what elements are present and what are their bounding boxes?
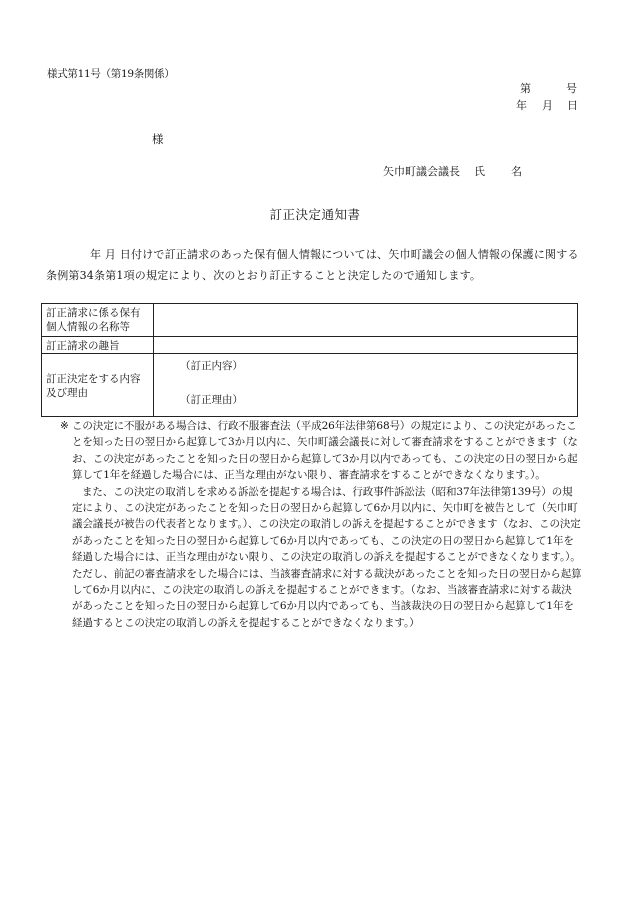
addressee-suffix: 様 [152, 132, 164, 146]
table-row [42, 304, 578, 337]
date-year: 年 [516, 99, 527, 112]
row-label-personal-info-name: 訂正請求に係る保有個人情報の名称等 [42, 304, 154, 337]
row-value-decision-content [154, 354, 578, 417]
sender-title: 矢巾町議会議長 [383, 165, 460, 178]
note-mark: ※ [60, 420, 69, 432]
correction-content-label: （訂正内容） [180, 360, 243, 372]
date-month: 月 [542, 99, 553, 112]
note-proviso: ただし、前記の審査請求をした場合には、当該審査請求に対する裁決があったことを知った日の翌日から起算して6か月以内に、この決定の取消しの訴えを提起することができます。（なお、当該審査請求に対する裁決があったことを知った日の翌日から起算して6か月以内であっても、当該裁決の日の翌日から起算して1年を経過するとこの決定の取消しの訴えを提起することができなくなります。） [72, 567, 582, 629]
date-day: 日 [567, 99, 578, 112]
correction-reason-label: （訂正理由） [180, 394, 243, 406]
body-text: 年 月 日付けで訂正請求のあった保有個人情報については、矢巾町議会の個人情報の保護に関する条例第34条第1項の規定により、次のとおり訂正することと決定したので通知します。 [46, 248, 579, 282]
row-label-decision-content: 訂正決定をする内容及び理由 [42, 354, 154, 417]
number-label: 第 [520, 82, 531, 95]
number-suffix: 号 [566, 82, 577, 95]
form-number: 様式第11号（第19条関係） [47, 68, 175, 80]
sender-name: 氏名 [474, 165, 548, 178]
note-lawsuit: また、この決定の取消しを求める訴訟を提起する場合は、行政事件訴訟法（昭和37年法律第139号）の規定により、この決定があったことを知った日の翌日から起算して6か月以内に、矢巾町を被告として（矢巾町議会議長が被告の代表者となります。）、この決定の取消しの訴えを提起することができます（なお、この決定があったことを知った日の翌日から起算して6か月以内であっても、この決定の日の翌日から起算して1年を経過した場合には、正当な理由がない限り、この決定の取消しの訴えを提起することができなくなります。）。 [72, 485, 581, 564]
table-row [42, 354, 578, 417]
row-label-request-purpose: 訂正請求の趣旨 [42, 337, 154, 354]
notes-section [46, 418, 582, 631]
note-appeal [46, 418, 582, 484]
correction-table [41, 303, 578, 417]
row-value-personal-info-name [154, 304, 578, 337]
row-value-request-purpose [154, 337, 578, 354]
table-row [42, 337, 578, 354]
document-title: 訂正決定通知書 [269, 207, 361, 222]
note-appeal-text: この決定に不服がある場合は、行政不服審査法（平成26年法律第68号）の規定により、この決定があったことを知った日の翌日から起算して3か月以内に、矢巾町議会議長に対して審査請求をすることができます（なお、この決定があったことを知った日の翌日から起算して3か月以内であっても、この決定の日の翌日から起算して1年を経過した場合には、正当な理由がない限り、審査請求をすることができなくなります。）。 [72, 420, 578, 482]
